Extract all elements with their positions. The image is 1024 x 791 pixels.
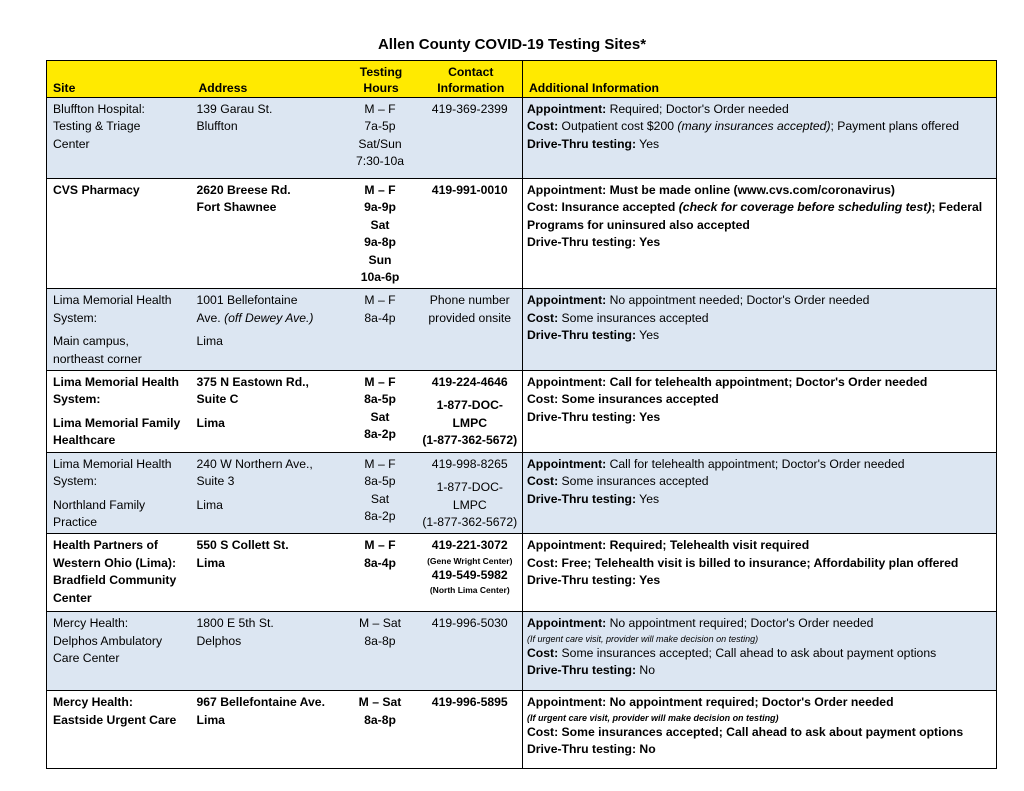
hours-cell: M – Sat 8a-8p: [343, 691, 418, 769]
contact-cell: 419-996-5030: [418, 612, 523, 691]
contact-cell: 419-221-3072 (Gene Wright Center) 419-549-5982 (North Lima Center): [418, 534, 523, 612]
address-cell: 139 Garau St. Bluffton: [193, 98, 343, 179]
header-contact: Contact Information: [418, 61, 523, 98]
info-cell: Appointment: Call for telehealth appointment; Doctor's Order needed Cost: Some insurances accepted Drive-Thru testing: Yes: [523, 371, 997, 453]
address-cell: 375 N Eastown Rd., Suite C Lima: [193, 371, 343, 453]
site-cell: Lima Memorial Health System: Northland Family Practice: [47, 452, 193, 534]
info-cell: Appointment: No appointment required; Doctor's Order needed (If urgent care visit, provider will make decision on testing) Cost: Some insurances accepted; Call ahead to ask about payment options Drive-Thru testing: No: [523, 691, 997, 769]
site-cell: Lima Memorial Health System: Main campus, northeast corner: [47, 289, 193, 371]
hours-cell: M – F 8a-4p: [343, 289, 418, 371]
testing-sites-table: [46, 60, 997, 769]
address-cell: 967 Bellefontaine Ave. Lima: [193, 691, 343, 769]
header-row: [47, 61, 997, 98]
site-cell: Mercy Health: Eastside Urgent Care: [47, 691, 193, 769]
info-cell: Appointment: Call for telehealth appointment; Doctor's Order needed Cost: Some insurances accepted Drive-Thru testing: Yes: [523, 452, 997, 534]
hours-cell: M – F 8a-4p: [343, 534, 418, 612]
table-row: [47, 98, 997, 179]
site-cell: Mercy Health: Delphos Ambulatory Care Center: [47, 612, 193, 691]
contact-cell: 419-369-2399: [418, 98, 523, 179]
hours-cell: M – F 8a-5p Sat 8a-2p: [343, 452, 418, 534]
page-title: Allen County COVID-19 Testing Sites*: [377, 36, 647, 53]
site-cell: Health Partners of Western Ohio (Lima): Bradfield Community Center: [47, 534, 193, 612]
address-cell: 1001 Bellefontaine Ave. (off Dewey Ave.) Lima: [193, 289, 343, 371]
table-row: [47, 179, 997, 289]
table-row: [47, 534, 997, 612]
address-cell: 550 S Collett St. Lima: [193, 534, 343, 612]
address-cell: 240 W Northern Ave., Suite 3 Lima: [193, 452, 343, 534]
header-site: Site: [47, 61, 193, 98]
contact-cell: 419-991-0010: [418, 179, 523, 289]
contact-cell: 419-996-5895: [418, 691, 523, 769]
info-cell: Appointment: Required; Doctor's Order needed Cost: Outpatient cost $200 (many insurances accepted); Payment plans offered Drive-Thru testing: Yes: [523, 98, 997, 179]
site-cell: Lima Memorial Health System: Lima Memorial Family Healthcare: [47, 371, 193, 453]
hours-cell: M – F 8a-5p Sat 8a-2p: [343, 371, 418, 453]
contact-cell: 419-224-4646 1-877-DOC-LMPC (1-877-362-5672): [418, 371, 523, 453]
header-address: Address: [193, 61, 343, 98]
info-cell: Appointment: Required; Telehealth visit required Cost: Free; Telehealth visit is billed to insurance; Affordability plan offered Drive-Thru testing: Yes: [523, 534, 997, 612]
hours-cell: M – F 9a-9p Sat 9a-8p Sun 10a-6p: [343, 179, 418, 289]
table-row: [47, 612, 997, 691]
table-row: [47, 371, 997, 453]
contact-cell: 419-998-8265 1-877-DOC-LMPC (1-877-362-5672): [418, 452, 523, 534]
header-hours: Testing Hours: [343, 61, 418, 98]
hours-cell: M – F 7a-5p Sat/Sun 7:30-10a: [343, 98, 418, 179]
info-cell: Appointment: No appointment needed; Doctor's Order needed Cost: Some insurances accepted Drive-Thru testing: Yes: [523, 289, 997, 371]
contact-cell: Phone number provided onsite: [418, 289, 523, 371]
table-row: [47, 289, 997, 371]
info-cell: Appointment: No appointment required; Doctor's Order needed (If urgent care visit, provider will make decision on testing) Cost: Some insurances accepted; Call ahead to ask about payment options Drive-Thru testing: No: [523, 612, 997, 691]
address-cell: 1800 E 5th St. Delphos: [193, 612, 343, 691]
address-cell: 2620 Breese Rd. Fort Shawnee: [193, 179, 343, 289]
table-row: [47, 452, 997, 534]
site-cell: Bluffton Hospital: Testing & Triage Center: [47, 98, 193, 179]
header-info: Additional Information: [523, 61, 997, 98]
hours-cell: M – Sat 8a-8p: [343, 612, 418, 691]
info-cell: Appointment: Must be made online (www.cvs.com/coronavirus) Cost: Insurance accepted (check for coverage before scheduling test); Federal Programs for uninsured also accepted Drive-Thru testing: Yes: [523, 179, 997, 289]
table-row: [47, 691, 997, 769]
site-cell: CVS Pharmacy: [47, 179, 193, 289]
